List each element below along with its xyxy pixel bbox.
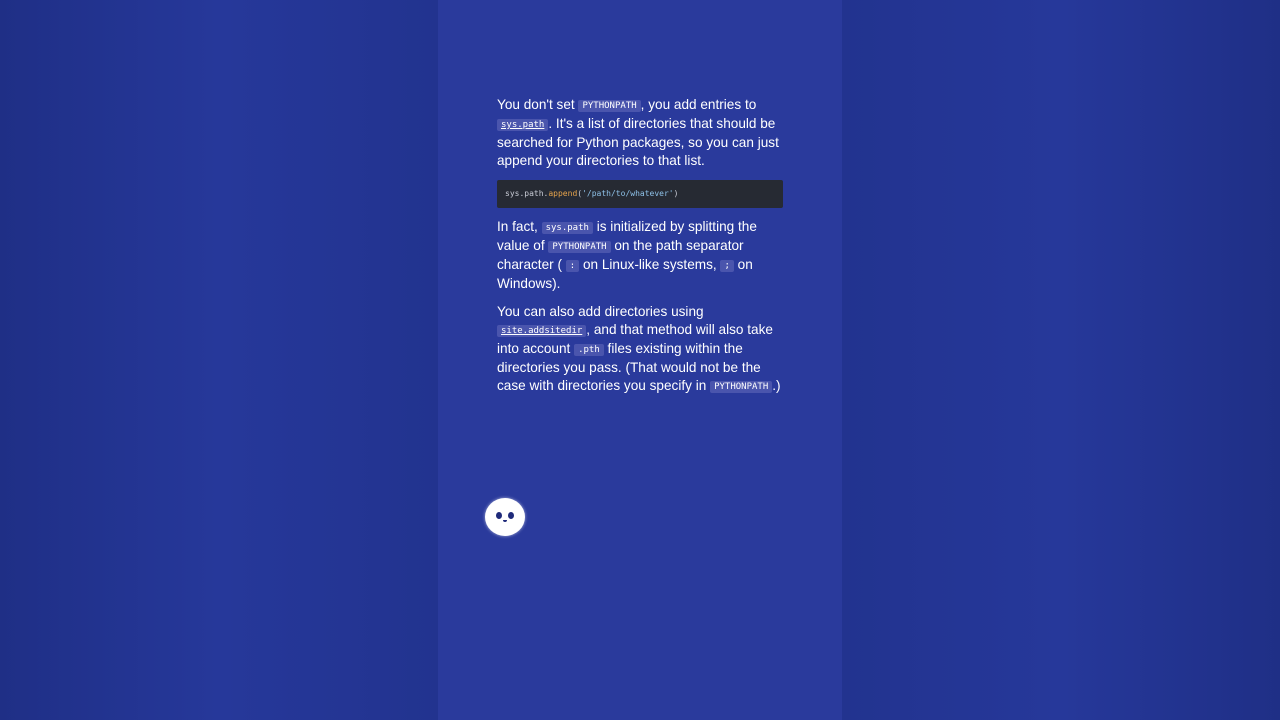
- text: . It's a list of directories that should be searched for Python packages, so you can just append your directories to that list.: [497, 116, 779, 168]
- text: In fact,: [497, 219, 542, 234]
- owl-face-icon: [485, 498, 525, 536]
- code-paren-open: (: [577, 189, 583, 198]
- text: You can also add directories using: [497, 304, 704, 319]
- paragraph-2: [497, 218, 785, 293]
- inline-code-pythonpath: PYTHONPATH: [710, 381, 772, 393]
- inline-code-pth: .pth: [574, 344, 604, 356]
- background-right: [842, 0, 1280, 720]
- mascot-beak: [503, 520, 507, 522]
- text: .): [772, 378, 781, 393]
- text: , and that method will also take into account: [497, 322, 773, 356]
- inline-code-pythonpath: PYTHONPATH: [578, 100, 640, 112]
- text: on Linux-like systems,: [579, 257, 721, 272]
- code-string: '/path/to/whatever': [582, 189, 674, 198]
- text: You don't set: [497, 97, 579, 112]
- text: on Windows).: [497, 257, 753, 291]
- mascot-left-eye: [496, 512, 502, 519]
- inline-code-colon: :: [566, 260, 579, 272]
- text: files existing within the directories you pass. (That would not be the case with directories you specify in: [497, 341, 761, 393]
- code-function: append: [548, 189, 578, 198]
- answer-content: [497, 96, 785, 406]
- site-addsitedir-link[interactable]: site.addsitedir: [497, 325, 586, 337]
- code-block: [497, 180, 783, 208]
- code-paren-close: ): [673, 189, 679, 198]
- text: is initialized by splitting the value of: [497, 219, 757, 253]
- paragraph-1: [497, 96, 785, 170]
- inline-code-semicolon: ;: [720, 260, 733, 272]
- sys-path-link[interactable]: sys.path: [497, 119, 548, 131]
- text: , you add entries to: [640, 97, 757, 112]
- mascot-right-eye: [508, 512, 514, 519]
- inline-code-sys-path: sys.path: [542, 222, 593, 234]
- background-left: [0, 0, 438, 720]
- text: on the path separator character (: [497, 238, 744, 272]
- paragraph-3: [497, 303, 785, 396]
- code-object: sys.path.: [505, 189, 549, 198]
- inline-code-pythonpath: PYTHONPATH: [548, 241, 610, 253]
